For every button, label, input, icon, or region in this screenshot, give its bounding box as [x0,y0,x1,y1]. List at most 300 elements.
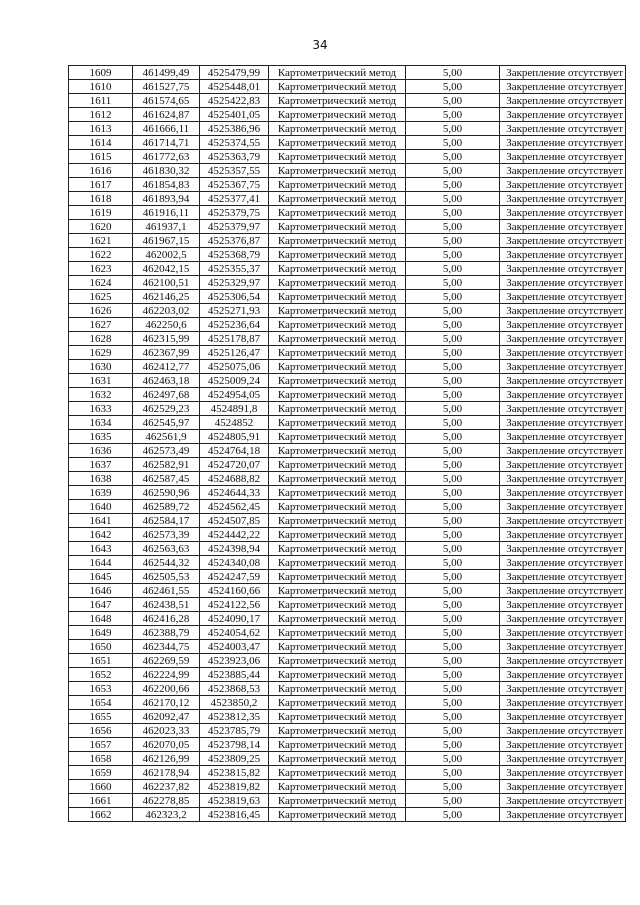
table-row [69,150,626,164]
method-cell: Картометрический метод [269,136,406,150]
table-row [69,626,626,640]
error-cell: 5,00 [406,290,500,304]
y-coordinate-cell: 4523812,35 [200,710,269,724]
table-row [69,332,626,346]
y-coordinate-cell: 4524340,08 [200,556,269,570]
point-number-cell: 1652 [69,668,133,682]
x-coordinate-cell: 462126,99 [133,752,200,766]
x-coordinate-cell: 462269,59 [133,654,200,668]
fixing-description-cell: Закрепление отсутствует [500,696,626,710]
x-coordinate-cell: 462170,12 [133,696,200,710]
error-cell: 5,00 [406,318,500,332]
error-cell: 5,00 [406,192,500,206]
error-cell: 5,00 [406,612,500,626]
error-cell: 5,00 [406,444,500,458]
y-coordinate-cell: 4524688,82 [200,472,269,486]
point-number-cell: 1628 [69,332,133,346]
table-row [69,472,626,486]
fixing-description-cell: Закрепление отсутствует [500,500,626,514]
error-cell: 5,00 [406,458,500,472]
method-cell: Картометрический метод [269,360,406,374]
error-cell: 5,00 [406,262,500,276]
table-row [69,164,626,178]
method-cell: Картометрический метод [269,766,406,780]
fixing-description-cell: Закрепление отсутствует [500,164,626,178]
x-coordinate-cell: 462237,82 [133,780,200,794]
fixing-description-cell: Закрепление отсутствует [500,80,626,94]
point-number-cell: 1633 [69,402,133,416]
y-coordinate-cell: 4523815,82 [200,766,269,780]
y-coordinate-cell: 4524852 [200,416,269,430]
fixing-description-cell: Закрепление отсутствует [500,178,626,192]
table-row [69,486,626,500]
method-cell: Картометрический метод [269,612,406,626]
y-coordinate-cell: 4525306,54 [200,290,269,304]
y-coordinate-cell: 4525009,24 [200,374,269,388]
table-row [69,192,626,206]
table-row [69,556,626,570]
point-number-cell: 1624 [69,276,133,290]
x-coordinate-cell: 461574,65 [133,94,200,108]
error-cell: 5,00 [406,304,500,318]
error-cell: 5,00 [406,346,500,360]
point-number-cell: 1630 [69,360,133,374]
y-coordinate-cell: 4525367,75 [200,178,269,192]
table-row [69,444,626,458]
point-number-cell: 1614 [69,136,133,150]
table-row [69,598,626,612]
point-number-cell: 1613 [69,122,133,136]
x-coordinate-cell: 462582,91 [133,458,200,472]
method-cell: Картометрический метод [269,444,406,458]
error-cell: 5,00 [406,360,500,374]
point-number-cell: 1615 [69,150,133,164]
point-number-cell: 1645 [69,570,133,584]
x-coordinate-cell: 462203,02 [133,304,200,318]
table-row [69,682,626,696]
error-cell: 5,00 [406,542,500,556]
point-number-cell: 1661 [69,794,133,808]
x-coordinate-cell: 462146,25 [133,290,200,304]
x-coordinate-cell: 462178,94 [133,766,200,780]
method-cell: Картометрический метод [269,752,406,766]
table-row [69,528,626,542]
method-cell: Картометрический метод [269,346,406,360]
table-row [69,388,626,402]
fixing-description-cell: Закрепление отсутствует [500,654,626,668]
point-number-cell: 1609 [69,66,133,80]
fixing-description-cell: Закрепление отсутствует [500,598,626,612]
error-cell: 5,00 [406,94,500,108]
method-cell: Картометрический метод [269,710,406,724]
y-coordinate-cell: 4525377,41 [200,192,269,206]
table-row [69,66,626,80]
error-cell: 5,00 [406,710,500,724]
x-coordinate-cell: 462545,97 [133,416,200,430]
table-row [69,724,626,738]
method-cell: Картометрический метод [269,332,406,346]
fixing-description-cell: Закрепление отсутствует [500,122,626,136]
x-coordinate-cell: 462587,45 [133,472,200,486]
x-coordinate-cell: 462584,17 [133,514,200,528]
table-row [69,500,626,514]
fixing-description-cell: Закрепление отсутствует [500,206,626,220]
method-cell: Картометрический метод [269,682,406,696]
fixing-description-cell: Закрепление отсутствует [500,528,626,542]
fixing-description-cell: Закрепление отсутствует [500,752,626,766]
fixing-description-cell: Закрепление отсутствует [500,388,626,402]
table-row [69,318,626,332]
method-cell: Картометрический метод [269,318,406,332]
y-coordinate-cell: 4523816,45 [200,808,269,822]
error-cell: 5,00 [406,626,500,640]
x-coordinate-cell: 462224,99 [133,668,200,682]
error-cell: 5,00 [406,80,500,94]
point-number-cell: 1616 [69,164,133,178]
y-coordinate-cell: 4524442,22 [200,528,269,542]
x-coordinate-cell: 462529,23 [133,402,200,416]
error-cell: 5,00 [406,122,500,136]
y-coordinate-cell: 4525075,06 [200,360,269,374]
fixing-description-cell: Закрепление отсутствует [500,738,626,752]
error-cell: 5,00 [406,752,500,766]
method-cell: Картометрический метод [269,304,406,318]
fixing-description-cell: Закрепление отсутствует [500,360,626,374]
table-row [69,584,626,598]
point-number-cell: 1637 [69,458,133,472]
x-coordinate-cell: 462092,47 [133,710,200,724]
y-coordinate-cell: 4524562,45 [200,500,269,514]
table-row [69,108,626,122]
method-cell: Картометрический метод [269,94,406,108]
x-coordinate-cell: 461527,75 [133,80,200,94]
error-cell: 5,00 [406,640,500,654]
point-number-cell: 1627 [69,318,133,332]
x-coordinate-cell: 462323,2 [133,808,200,822]
table-row [69,402,626,416]
error-cell: 5,00 [406,416,500,430]
error-cell: 5,00 [406,388,500,402]
point-number-cell: 1651 [69,654,133,668]
point-number-cell: 1659 [69,766,133,780]
point-number-cell: 1639 [69,486,133,500]
point-number-cell: 1655 [69,710,133,724]
point-number-cell: 1658 [69,752,133,766]
table-row [69,752,626,766]
y-coordinate-cell: 4525379,97 [200,220,269,234]
point-number-cell: 1640 [69,500,133,514]
fixing-description-cell: Закрепление отсутствует [500,192,626,206]
method-cell: Картометрический метод [269,192,406,206]
fixing-description-cell: Закрепление отсутствует [500,808,626,822]
error-cell: 5,00 [406,108,500,122]
method-cell: Картометрический метод [269,276,406,290]
method-cell: Картометрический метод [269,640,406,654]
x-coordinate-cell: 462023,33 [133,724,200,738]
y-coordinate-cell: 4525374,55 [200,136,269,150]
table-row [69,416,626,430]
x-coordinate-cell: 462463,18 [133,374,200,388]
error-cell: 5,00 [406,472,500,486]
method-cell: Картометрический метод [269,528,406,542]
point-number-cell: 1648 [69,612,133,626]
x-coordinate-cell: 462563,63 [133,542,200,556]
y-coordinate-cell: 4524891,8 [200,402,269,416]
point-number-cell: 1629 [69,346,133,360]
x-coordinate-cell: 462461,55 [133,584,200,598]
table-row [69,80,626,94]
x-coordinate-cell: 462315,99 [133,332,200,346]
error-cell: 5,00 [406,528,500,542]
x-coordinate-cell: 462573,39 [133,528,200,542]
method-cell: Картометрический метод [269,808,406,822]
y-coordinate-cell: 4525271,93 [200,304,269,318]
error-cell: 5,00 [406,332,500,346]
y-coordinate-cell: 4525386,96 [200,122,269,136]
x-coordinate-cell: 462573,49 [133,444,200,458]
fixing-description-cell: Закрепление отсутствует [500,234,626,248]
table-row [69,542,626,556]
fixing-description-cell: Закрепление отсутствует [500,710,626,724]
fixing-description-cell: Закрепление отсутствует [500,346,626,360]
method-cell: Картометрический метод [269,262,406,276]
fixing-description-cell: Закрепление отсутствует [500,458,626,472]
y-coordinate-cell: 4525379,75 [200,206,269,220]
coordinates-table [68,65,626,822]
method-cell: Картометрический метод [269,66,406,80]
y-coordinate-cell: 4523819,63 [200,794,269,808]
point-number-cell: 1662 [69,808,133,822]
x-coordinate-cell: 461666,11 [133,122,200,136]
y-coordinate-cell: 4525448,01 [200,80,269,94]
x-coordinate-cell: 461893,94 [133,192,200,206]
y-coordinate-cell: 4525329,97 [200,276,269,290]
table-row [69,430,626,444]
error-cell: 5,00 [406,206,500,220]
method-cell: Картометрический метод [269,290,406,304]
y-coordinate-cell: 4524090,17 [200,612,269,626]
table-row [69,220,626,234]
fixing-description-cell: Закрепление отсутствует [500,290,626,304]
fixing-description-cell: Закрепление отсутствует [500,640,626,654]
y-coordinate-cell: 4524122,56 [200,598,269,612]
table-row [69,612,626,626]
method-cell: Картометрический метод [269,696,406,710]
table-row [69,290,626,304]
point-number-cell: 1644 [69,556,133,570]
table-row [69,514,626,528]
error-cell: 5,00 [406,668,500,682]
fixing-description-cell: Закрепление отсутствует [500,514,626,528]
y-coordinate-cell: 4525422,83 [200,94,269,108]
point-number-cell: 1622 [69,248,133,262]
error-cell: 5,00 [406,136,500,150]
method-cell: Картометрический метод [269,248,406,262]
x-coordinate-cell: 462002,5 [133,248,200,262]
fixing-description-cell: Закрепление отсутствует [500,262,626,276]
point-number-cell: 1646 [69,584,133,598]
x-coordinate-cell: 461830,32 [133,164,200,178]
x-coordinate-cell: 462344,75 [133,640,200,654]
fixing-description-cell: Закрепление отсутствует [500,220,626,234]
error-cell: 5,00 [406,276,500,290]
fixing-description-cell: Закрепление отсутствует [500,612,626,626]
fixing-description-cell: Закрепление отсутствует [500,332,626,346]
method-cell: Картометрический метод [269,780,406,794]
x-coordinate-cell: 462070,05 [133,738,200,752]
fixing-description-cell: Закрепление отсутствует [500,430,626,444]
error-cell: 5,00 [406,682,500,696]
fixing-description-cell: Закрепление отсутствует [500,794,626,808]
table-row [69,122,626,136]
point-number-cell: 1654 [69,696,133,710]
point-number-cell: 1657 [69,738,133,752]
method-cell: Картометрический метод [269,206,406,220]
method-cell: Картометрический метод [269,584,406,598]
method-cell: Картометрический метод [269,542,406,556]
y-coordinate-cell: 4523923,06 [200,654,269,668]
table-row [69,248,626,262]
method-cell: Картометрический метод [269,80,406,94]
x-coordinate-cell: 462200,66 [133,682,200,696]
point-number-cell: 1625 [69,290,133,304]
error-cell: 5,00 [406,178,500,192]
error-cell: 5,00 [406,584,500,598]
error-cell: 5,00 [406,766,500,780]
table-row [69,458,626,472]
y-coordinate-cell: 4523785,79 [200,724,269,738]
y-coordinate-cell: 4524507,85 [200,514,269,528]
table-row [69,570,626,584]
fixing-description-cell: Закрепление отсутствует [500,402,626,416]
table-row [69,808,626,822]
method-cell: Картометрический метод [269,500,406,514]
method-cell: Картометрический метод [269,724,406,738]
x-coordinate-cell: 462438,51 [133,598,200,612]
table-row [69,262,626,276]
method-cell: Картометрический метод [269,178,406,192]
fixing-description-cell: Закрепление отсутствует [500,542,626,556]
y-coordinate-cell: 4525178,87 [200,332,269,346]
error-cell: 5,00 [406,556,500,570]
y-coordinate-cell: 4525357,55 [200,164,269,178]
method-cell: Картометрический метод [269,388,406,402]
method-cell: Картометрический метод [269,738,406,752]
method-cell: Картометрический метод [269,794,406,808]
x-coordinate-cell: 462278,85 [133,794,200,808]
x-coordinate-cell: 462497,68 [133,388,200,402]
point-number-cell: 1610 [69,80,133,94]
method-cell: Картометрический метод [269,626,406,640]
x-coordinate-cell: 461937,1 [133,220,200,234]
method-cell: Картометрический метод [269,556,406,570]
x-coordinate-cell: 462367,99 [133,346,200,360]
page-number: 34 [312,38,328,52]
fixing-description-cell: Закрепление отсутствует [500,94,626,108]
point-number-cell: 1641 [69,514,133,528]
fixing-description-cell: Закрепление отсутствует [500,416,626,430]
x-coordinate-cell: 462561,9 [133,430,200,444]
y-coordinate-cell: 4524954,05 [200,388,269,402]
error-cell: 5,00 [406,780,500,794]
point-number-cell: 1638 [69,472,133,486]
fixing-description-cell: Закрепление отсутствует [500,486,626,500]
y-coordinate-cell: 4523868,53 [200,682,269,696]
y-coordinate-cell: 4524247,59 [200,570,269,584]
method-cell: Картометрический метод [269,416,406,430]
point-number-cell: 1643 [69,542,133,556]
y-coordinate-cell: 4525355,37 [200,262,269,276]
point-number-cell: 1634 [69,416,133,430]
y-coordinate-cell: 4524054,62 [200,626,269,640]
error-cell: 5,00 [406,794,500,808]
y-coordinate-cell: 4524644,33 [200,486,269,500]
fixing-description-cell: Закрепление отсутствует [500,374,626,388]
method-cell: Картометрический метод [269,570,406,584]
point-number-cell: 1642 [69,528,133,542]
fixing-description-cell: Закрепление отсутствует [500,668,626,682]
table-row [69,668,626,682]
y-coordinate-cell: 4524720,07 [200,458,269,472]
y-coordinate-cell: 4523819,82 [200,780,269,794]
method-cell: Картометрический метод [269,458,406,472]
table-row [69,94,626,108]
fixing-description-cell: Закрепление отсутствует [500,444,626,458]
method-cell: Картометрический метод [269,374,406,388]
fixing-description-cell: Закрепление отсутствует [500,108,626,122]
x-coordinate-cell: 461967,15 [133,234,200,248]
fixing-description-cell: Закрепление отсутствует [500,66,626,80]
error-cell: 5,00 [406,234,500,248]
fixing-description-cell: Закрепление отсутствует [500,276,626,290]
table-row [69,374,626,388]
fixing-description-cell: Закрепление отсутствует [500,136,626,150]
table-row [69,654,626,668]
x-coordinate-cell: 462544,32 [133,556,200,570]
method-cell: Картометрический метод [269,220,406,234]
error-cell: 5,00 [406,654,500,668]
x-coordinate-cell: 462589,72 [133,500,200,514]
y-coordinate-cell: 4525376,87 [200,234,269,248]
method-cell: Картометрический метод [269,514,406,528]
y-coordinate-cell: 4525126,47 [200,346,269,360]
method-cell: Картометрический метод [269,472,406,486]
x-coordinate-cell: 462412,77 [133,360,200,374]
method-cell: Картометрический метод [269,234,406,248]
error-cell: 5,00 [406,598,500,612]
y-coordinate-cell: 4523885,44 [200,668,269,682]
coordinates-table-body [69,66,626,822]
point-number-cell: 1660 [69,780,133,794]
y-coordinate-cell: 4524003,47 [200,640,269,654]
point-number-cell: 1649 [69,626,133,640]
table-row [69,276,626,290]
method-cell: Картометрический метод [269,150,406,164]
error-cell: 5,00 [406,402,500,416]
y-coordinate-cell: 4524805,91 [200,430,269,444]
point-number-cell: 1621 [69,234,133,248]
error-cell: 5,00 [406,500,500,514]
point-number-cell: 1650 [69,640,133,654]
table-row [69,640,626,654]
point-number-cell: 1617 [69,178,133,192]
method-cell: Картометрический метод [269,122,406,136]
error-cell: 5,00 [406,570,500,584]
fixing-description-cell: Закрепление отсутствует [500,556,626,570]
table-row [69,710,626,724]
table-row [69,780,626,794]
point-number-cell: 1647 [69,598,133,612]
